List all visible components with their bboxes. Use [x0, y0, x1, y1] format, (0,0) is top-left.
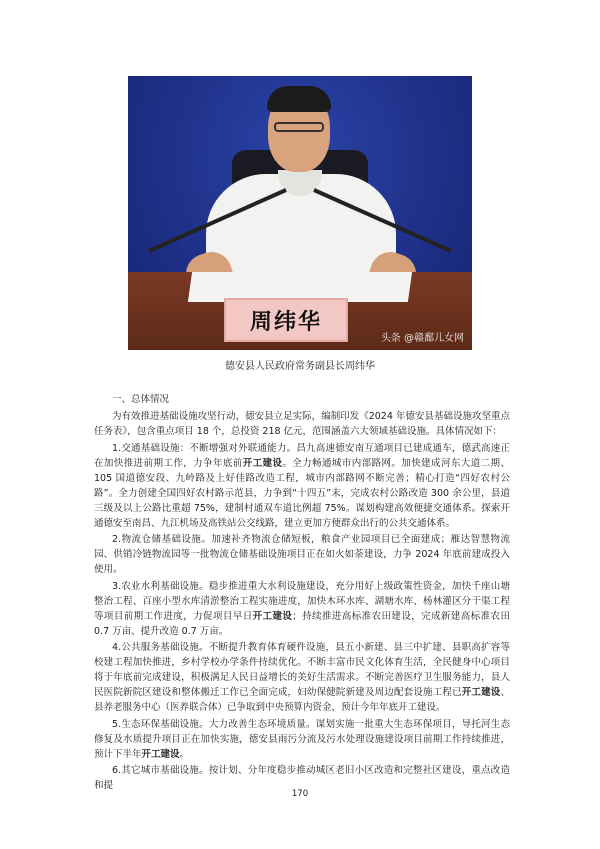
photo-watermark: 头条 @赣鄱儿女网	[380, 333, 464, 344]
photo-caption: 德安县人民政府常务副县长周纬华	[225, 361, 375, 372]
paragraph-public-services: 4.公共服务基础设施。不断提升教育体育硬件设施，县五小新建、县三中扩建、县职高扩容等校建工程加快推进，乡村学校办学条件持续优化。不断丰富市民文化体育生活，全民健身中心项目将于年底前完成建设，积极满足人民日益增长的美好生活需求。不断完善医疗卫生服务能力，县人民医院新院区建设和整体搬迁工作已全面完成，妇幼保健院新建及周边配套设施工程已开工建设、县养老服务中心（医养联合体）已争取到中央预算内资金，预计今年年底开工建设。	[94, 642, 510, 713]
document-body	[94, 392, 510, 795]
paragraph-intro: 为有效推进基础设施攻坚行动，德安县立足实际，编制印发《2024 年德安县基础设施攻坚重点任务表》，包含重点项目 18 个，总投资 218 亿元，范围涵盖六大领域基础设施。具体情况如下：	[94, 411, 510, 437]
person-hair	[267, 86, 331, 112]
paragraph-water-conservancy: 3.农业水利基础设施。稳步推进重大水利设施建设，充分用好上级政策性资金，加快千座山塘整治工程、百座小型水库清淤整治工程实施进度，加快木环水库、湖塘水库、杨林灌区分干渠工程等项目前期工作进度，力促项目早日开工建设；持续推进高标准农田建设，完成新建高标准农田 0.7 万亩、提升改造 0.7 万亩。	[94, 580, 510, 637]
section-heading: 一、总体情况	[112, 394, 170, 405]
page-number: 170	[291, 789, 309, 799]
official-portrait-photo	[128, 76, 472, 350]
paragraph-logistics: 2.物流仓储基础设施。加速补齐物流仓储短板，粮食产业园项目已全面建成；雁达智慧物流园、供销冷链物流园等一批物流仓储基础设施项目正在如火如荼建设，力争 2024 年底前建成投入使用。	[94, 534, 510, 575]
paragraph-other-urban: 6.其它城市基础设施。按计划、分年度稳步推动城区老旧小区改造和完整社区建设，重点改造和提	[94, 765, 510, 791]
paragraph-transport: 1.交通基础设施：不断增强对外联通能力。昌九高速德安南互通项目已建成通车，德武高速正在加快推进前期工作，力争年底前开工建设。全力畅通城市内部路网。加快建成河东大道二期、105 国道德安段、九岭路及上好佳路改造工程，城市内部路网不断完善；精心打造“四好农村公路”。全力创建全国四好农村路示范县，力争到“十四五”末，完成农村公路改造 300 余公里，县道三级及以上公路比重超 75%，建制村通双车道比例超 75%。谋划构建高效便捷交通体系。探索开通德安至南昌、九江机场及高铁站公交线路，建立更加方便群众出行的公共交通体系。	[94, 442, 510, 529]
paragraph-environment: 5.生态环保基础设施。大力改善生态环境质量。谋划实施一批重大生态环保项目，导托河生态修复及水质提升项目正在加快实施，德安县雨污分流及污水处理设施建设项目前期工作持续推进，预计下半年开工建设。	[94, 718, 510, 760]
glasses	[274, 122, 324, 132]
nameplate: 周纬华	[224, 298, 348, 342]
